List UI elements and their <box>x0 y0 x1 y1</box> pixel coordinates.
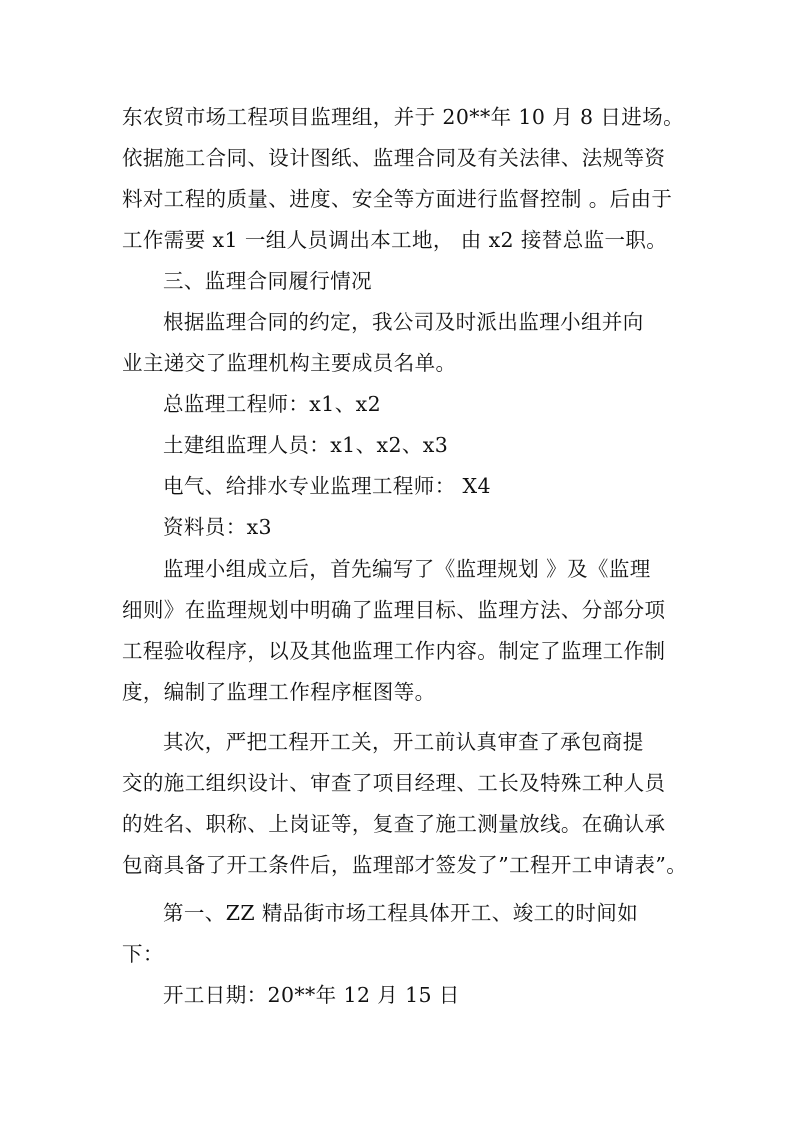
paragraph-line: 的姓名、职称、上岗证等，复查了施工测量放线。在确认承 <box>122 812 666 836</box>
staff-line-records: 资料员：x3 <box>163 515 273 539</box>
paragraph-line: 其次，严把工程开工关，开工前认真审查了承包商提 <box>163 730 644 754</box>
paragraph-line: 工程验收程序，以及其他监理工作内容。制定了监理工作制 <box>122 639 666 663</box>
paragraph-line: 下： <box>122 942 164 966</box>
paragraph-line: 监理小组成立后，首先编写了《监理规划 》及《监理 <box>163 557 651 581</box>
paragraph-line: 交的施工组织设计、审查了项目经理、工长及特殊工种人员 <box>122 771 666 795</box>
paragraph-line: 依据施工合同、设计图纸、监理合同及有关法律、法规等资 <box>122 146 666 170</box>
paragraph-line: 根据监理合同的约定，我公司及时派出监理小组并向 <box>163 310 644 334</box>
paragraph-line: 度，编制了监理工作程序框图等。 <box>122 680 436 704</box>
section-heading: 三、监理合同履行情况 <box>163 269 372 293</box>
paragraph-line: 料对工程的质量、进度、安全等方面进行监督控制 。后由于 <box>122 187 673 211</box>
paragraph-line: 第一、ZZ 精品街市场工程具体开工、竣工的时间如 <box>163 901 639 925</box>
paragraph-line: 业主递交了监理机构主要成员名单。 <box>122 351 457 375</box>
staff-line-electrical: 电气、给排水专业监理工程师： X4 <box>163 474 491 498</box>
start-date-line: 开工日期：20**年 12 月 15 日 <box>163 983 460 1007</box>
paragraph-line: 包商具备了开工条件后，监理部才签发了”工程开工申请表”。 <box>122 853 688 877</box>
staff-line-civil: 土建组监理人员：x1、x2、x3 <box>163 433 449 457</box>
paragraph-line: 细则》在监理规划中明确了监理目标、监理方法、分部分项 <box>122 598 666 622</box>
paragraph-line: 工作需要 x1 一组人员调出本工地， 由 x2 接替总监一职。 <box>122 228 668 252</box>
staff-line-chief: 总监理工程师：x1、x2 <box>163 392 382 416</box>
paragraph-line: 东农贸市场工程项目监理组，并于 20**年 10 月 8 日进场。 <box>122 105 684 129</box>
